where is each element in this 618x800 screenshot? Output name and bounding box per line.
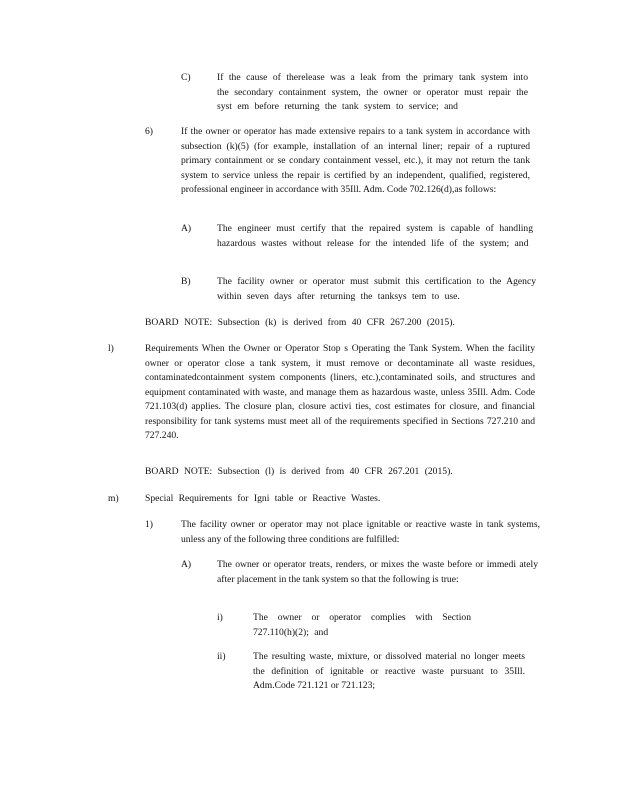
item-label: i)	[217, 612, 223, 623]
board-note: BOARD NOTE: Subsection (k) is derived from 40 CFR 267.200 (2015).	[145, 317, 455, 328]
paragraph-text: The owner or operator treats, renders, or mixes the waste before or immedi ately after placement in the tank system so that the following is true:	[217, 559, 538, 585]
item-label: A)	[181, 559, 192, 570]
paragraph-text: The owner or operator complies with Section 727.110(h)(2); and	[253, 612, 471, 638]
item-label: C)	[181, 72, 191, 83]
paragraph-text: The engineer must certify that the repaired system is capable of handling hazardous wastes without release for the intended life of the system; and	[217, 223, 533, 249]
section-heading: Special Requirements for Igni table or Reactive Wastes.	[145, 493, 381, 504]
item-label: 1)	[145, 519, 153, 530]
paragraph-text: If the cause of therelease was a leak from the primary tank system into the secondary containment system, the owner or operator must repair the syst em before returning the tank system to service; and	[217, 72, 528, 112]
paragraph-text: If the owner or operator has made extensive repairs to a tank system in accordance with subsection (k)(5) (for example, installation of an internal liner; repair of a ruptured primary containment or se condary containment vessel, etc.), it may not return the tank system to service unless the repair is certified by an independent, qualified, registered, professional engineer in accordance with 35Ill. Adm. Code 702.126(d),as follows:	[181, 126, 530, 195]
paragraph-text: The facility owner or operator must submit this certification to the Agency within seven days after returning the tanksys tem to use.	[217, 276, 536, 302]
item-label: B)	[181, 276, 191, 287]
item-label: A)	[181, 223, 192, 234]
paragraph-text: The resulting waste, mixture, or dissolved material no longer meets the definition of ignitable or reactive waste pursuant to 35Ill. Adm.Code 721.121 or 721.123;	[253, 651, 525, 691]
board-note: BOARD NOTE: Subsection (l) is derived from 40 CFR 267.201 (2015).	[145, 466, 453, 477]
item-label: m)	[108, 493, 119, 504]
paragraph-text: The facility owner or operator may not place ignitable or reactive waste in tank systems, unless any of the following three conditions are fulfilled:	[181, 519, 540, 545]
item-label: l)	[108, 343, 114, 354]
paragraph-text: Requirements When the Owner or Operator Stop s Operating the Tank System. When the facility owner or operator close a tank system, it must remove or decontaminate all waste residues, contaminatedcontainment system components (liners, etc.),contaminated soils, and structures and equipment contaminated with waste, and manage them as hazardous waste, unless 35Ill. Adm. Code 721.103(d) applies. The closure plan, closure activi ties, cost estimates for closure, and financial responsibility for tank systems must meet all of the requirements specified in Sections 727.210 and 727.240.	[145, 343, 535, 441]
item-label: 6)	[145, 126, 153, 137]
item-label: ii)	[217, 651, 226, 662]
